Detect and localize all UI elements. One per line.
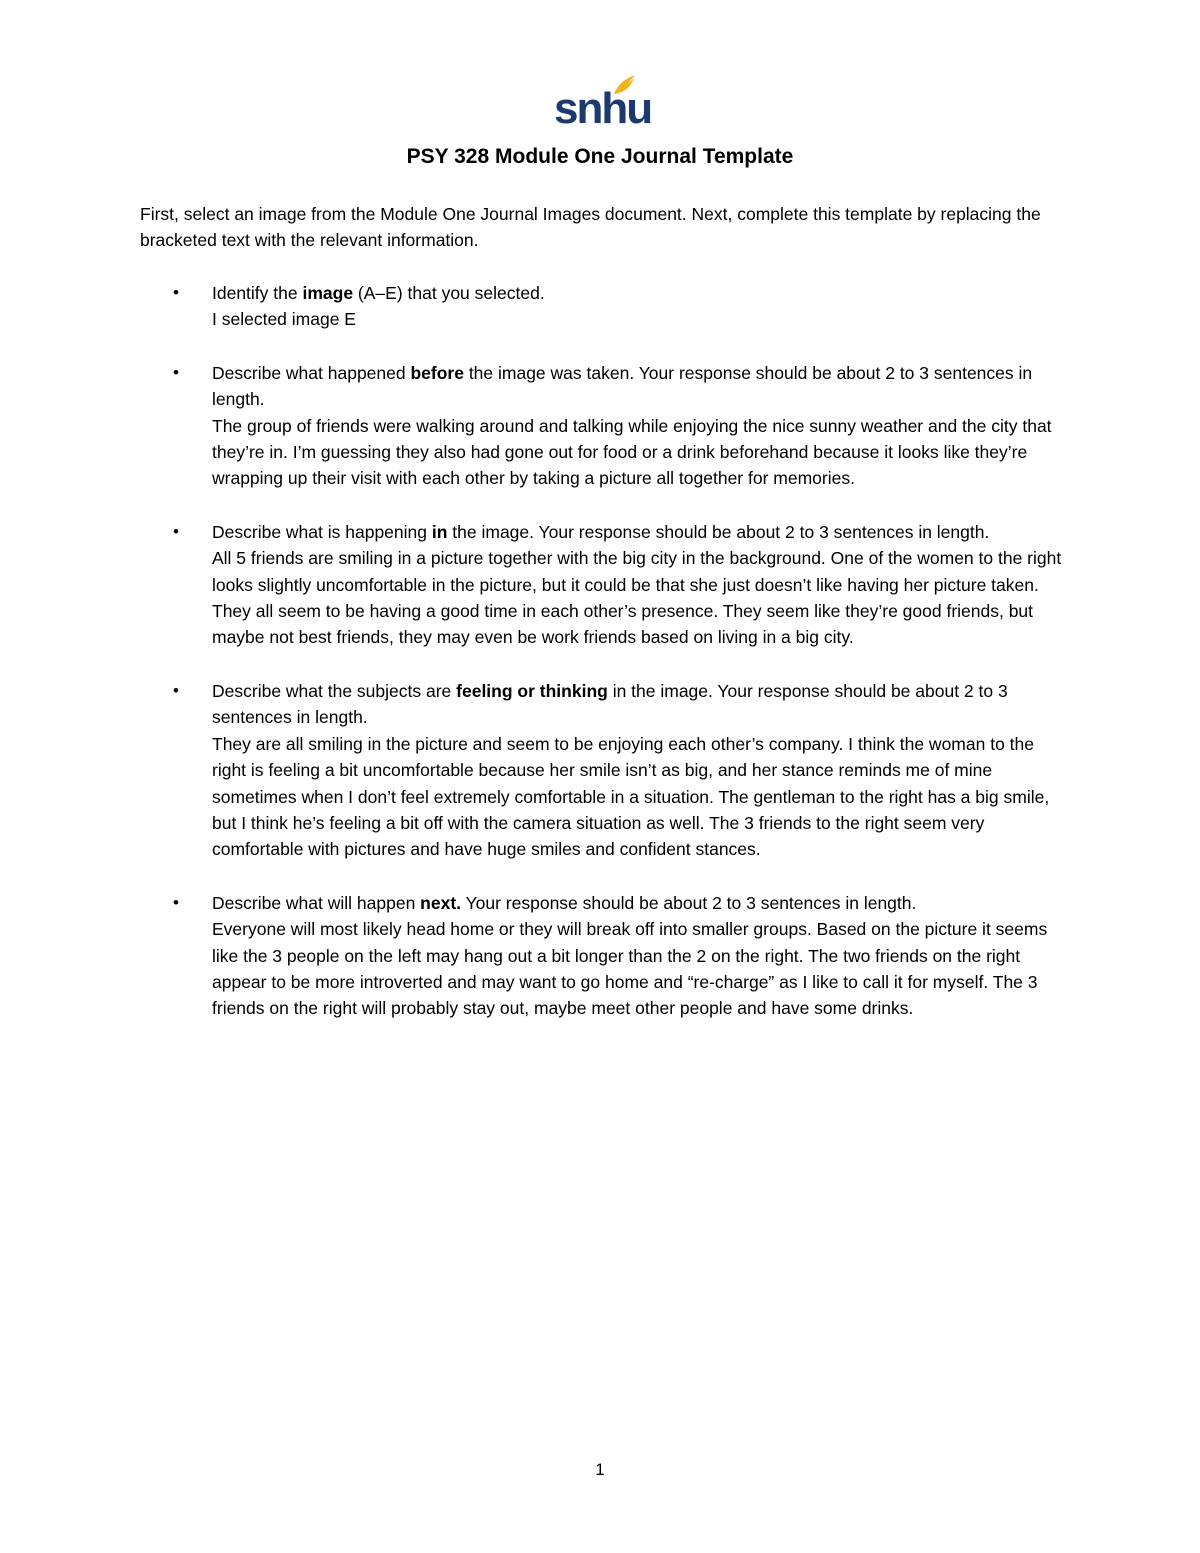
prompt-emphasis: next.	[420, 892, 462, 913]
question-list	[140, 280, 1070, 1022]
bullet-icon: •	[173, 680, 179, 700]
bullet-icon: •	[173, 362, 179, 382]
prompt-text: Describe what is happening in the image. Your response should be about 2 to 3 sentences in length.	[212, 521, 990, 542]
answer-text: All 5 friends are smiling in a picture together with the big city in the background. One of the women to the right looks slightly uncomfortable in the picture, but it could be that she just doesn’t like having her picture taken. They all seem to be having a good time in each other’s presence. They seem like they’re good friends, but maybe not best friends, they may even be work friends based on living in a big city.	[212, 548, 1062, 648]
list-item	[140, 890, 1070, 1022]
list-item	[140, 280, 1070, 333]
bullet-icon: •	[173, 892, 179, 912]
answer-text: I selected image E	[212, 309, 356, 330]
bullet-icon: •	[173, 521, 179, 541]
document-title: PSY 328 Module One Journal Template	[406, 145, 794, 168]
prompt-text: Describe what the subjects are feeling or thinking in the image. Your response should be about 2 to 3 sentences in length.	[212, 680, 1008, 728]
answer-text: Everyone will most likely head home or they will break off into smaller groups. Based on the picture it seems like the 3 people on the left may hang out a bit longer than the 2 on the right. The two friends on the right appear to be more introverted and may want to go home and “re-charge” as I like to call it for myself. The 3 friends on the right will probably stay out, maybe meet other people and have some drinks.	[212, 919, 1048, 1019]
prompt-emphasis: feeling or thinking	[456, 680, 608, 701]
page-number: 1	[595, 1460, 605, 1479]
answer-text: The group of friends were walking around and talking while enjoying the nice sunny weather and the city that they’re in. I’m guessing they also had gone out for food or a drink beforehand because it looks like they’re wrapping up their visit with each other by taking a picture all together for memories.	[212, 415, 1052, 489]
prompt-text: Describe what happened before the image was taken. Your response should be about 2 to 3 sentences in length.	[212, 362, 1033, 410]
intro-paragraph: First, select an image from the Module One Journal Images document. Next, complete this template by replacing the bracketed text with the relevant information.	[140, 204, 1041, 250]
bullet-icon: •	[173, 283, 179, 302]
prompt-emphasis: in	[431, 521, 448, 542]
snhu-logo	[554, 74, 652, 133]
prompt-emphasis: before	[410, 362, 464, 383]
list-item	[140, 678, 1070, 863]
list-item	[140, 360, 1070, 492]
prompt-emphasis: image	[302, 283, 354, 303]
answer-text: They are all smiling in the picture and seem to be enjoying each other’s company. I think the woman to the right is feeling a bit uncomfortable because her smile isn’t as big, and her stance reminds me of mine sometimes when I don’t feel extremely comfortable in a situation. The gentleman to the right has a big smile, but I think he’s feeling a bit off with the camera situation as well. The 3 friends to the right seem very comfortable with pictures and have huge smiles and confident stances.	[212, 733, 1050, 860]
prompt-text: Describe what will happen next. Your response should be about 2 to 3 sentences in length.	[212, 892, 917, 913]
prompt-text: Identify the image (A–E) that you selected.	[212, 283, 545, 303]
list-item	[140, 519, 1070, 651]
logo-wordmark: snhu	[554, 84, 652, 133]
